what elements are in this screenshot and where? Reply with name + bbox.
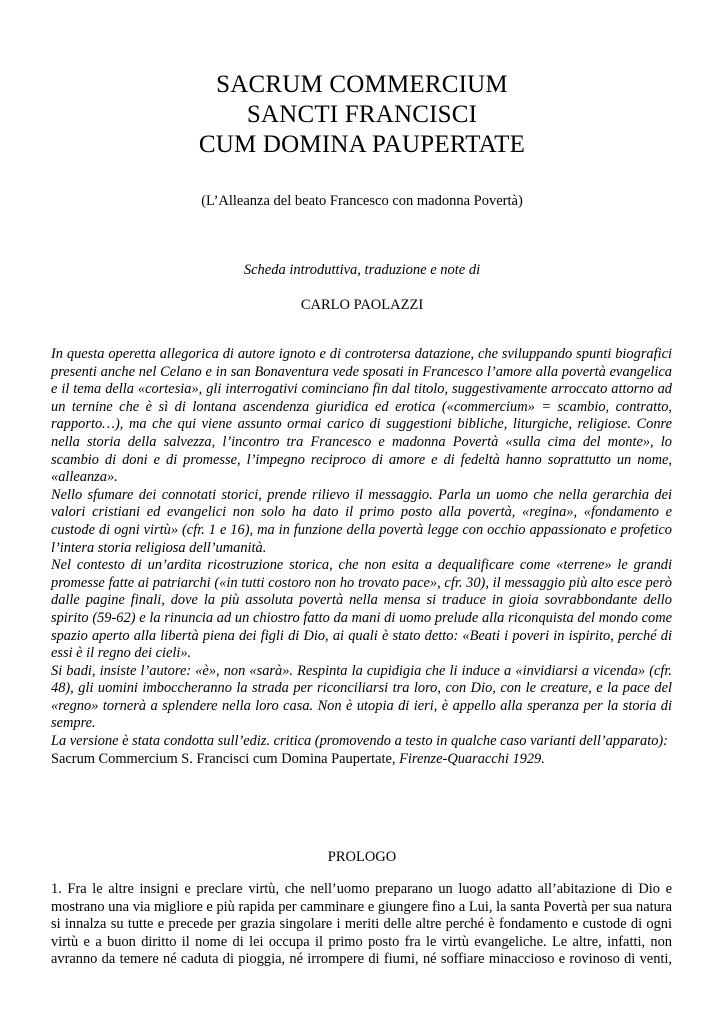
intro-paragraph: Nello sfumare dei connotati storici, prende rilievo il messaggio. Parla un uomo che nella gerarchia dei valori cristiani ed evangelici non solo ha dato il primo posto alla povertà, «regina», «fondamento e custode di ogni virtù» (cfr. 1 e 16), ma in funzione della povertà legge con occhio appassionato e profetico l’intera storia religiosa dell’umanità. — [51, 486, 672, 556]
author-name: CARLO PAOLAZZI — [300, 297, 424, 313]
credit-line: Scheda introduttiva, traduzione e note di — [243, 262, 481, 278]
version-note-text: La versione è stata condotta sull’ediz. critica (promovendo a testo in qualche caso varianti dell’apparato): — [51, 733, 668, 749]
title-line-1: SACRUM COMMERCIUM — [216, 71, 508, 98]
document-title — [0, 70, 724, 160]
title-line-3: CUM DOMINA PAUPERTATE — [198, 131, 526, 158]
body-paragraph: 1. Fra le altre insigni e preclare virtù, che nell’uomo preparano un luogo adatto all’abitazione di Dio e mostrano una via migliore e più rapida per camminare e giungere fino a Lui, la santa Povertà per sua natura si innalza su tutte e precede per grazia singolare i meriti delle altre perché è fondamento e custode di ogni virtù e a buon diritto il nome di lei occupa il primo posto fra le virtù evangeliche. Le altre, infatti, non avranno da temere né caduta di pioggia, né irrompere di fiumi, né soffiare minaccioso e rovinoso di venti, — [51, 881, 672, 968]
introduction — [51, 346, 672, 733]
edition-title: Sacrum Commercium S. Francisci cum Domina Paupertate, — [51, 750, 396, 767]
section-heading: PROLOGO — [327, 849, 397, 865]
intro-paragraph: Si badi, insiste l’autore: «è», non «sarà». Respinta la cupidigia che li induce a «invidiarsi a vicenda» (cfr. 48), gli uomini imboccheranno la strada per riconciliarsi tra loro, con Dio, con le creature, e la pace del «regno» tornerà a splendere nella loro casa. Non è utopia di ieri, è appello alla speranza per la storia di sempre. — [51, 662, 672, 732]
intro-paragraph: In questa operetta allegorica di autore ignoto e di controtersa datazione, che sviluppando spunti biografici presenti anche nel Celano e in san Bonaventura vede sposati in Francesco l’amore alla povertà evangelica e il tema della «cortesia», gli interrogativi cominciano fin dal titolo, suggestivamente arroccato attorno ad un ternine che è sì di lontana ascendenza giuridica ed erotica («commercium» = scambio, contratto, rapporto…), ma che qui viene assunto ormai carico di suggestioni bibliche, liturgiche, religiose. Conre nella storia della salvezza, l’incontro tra Francesco e madonna Povertà «sulla cima del monte», lo scambio di doni e di promesse, l’impegno reciproco di amore e di fedeltà hanno soprattutto un nome, «alleanza». — [51, 346, 672, 486]
version-note — [51, 733, 676, 768]
intro-paragraph: Nel contesto di un’ardita ricostruzione storica, che non esita a dequalificare come «terrene» le grandi promesse fatte ai patriarchi («in tutti costoro non ho trovato pace», cfr. 30), il messaggio più alto esce però dalle pagine finali, dove la più assoluta povertà nella mensa si traduce in gioia sovrabbondante dello spirito (59-62) e la rinuncia ad un chiostro fatto da mani di uomo prelude alla riconquista del mondo come spazio aperto alla libertà piena dei figli di Dio, ai quali è stato detto: «Beati i poveri in ispirito, perché di essi è il regno dei cieli». — [51, 557, 672, 662]
document-subtitle: (L’Alleanza del beato Francesco con madonna Povertà) — [201, 193, 523, 209]
title-line-2: SANCTI FRANCISCI — [246, 101, 478, 128]
edition-place: Firenze-Quaracchi 1929. — [399, 750, 545, 767]
